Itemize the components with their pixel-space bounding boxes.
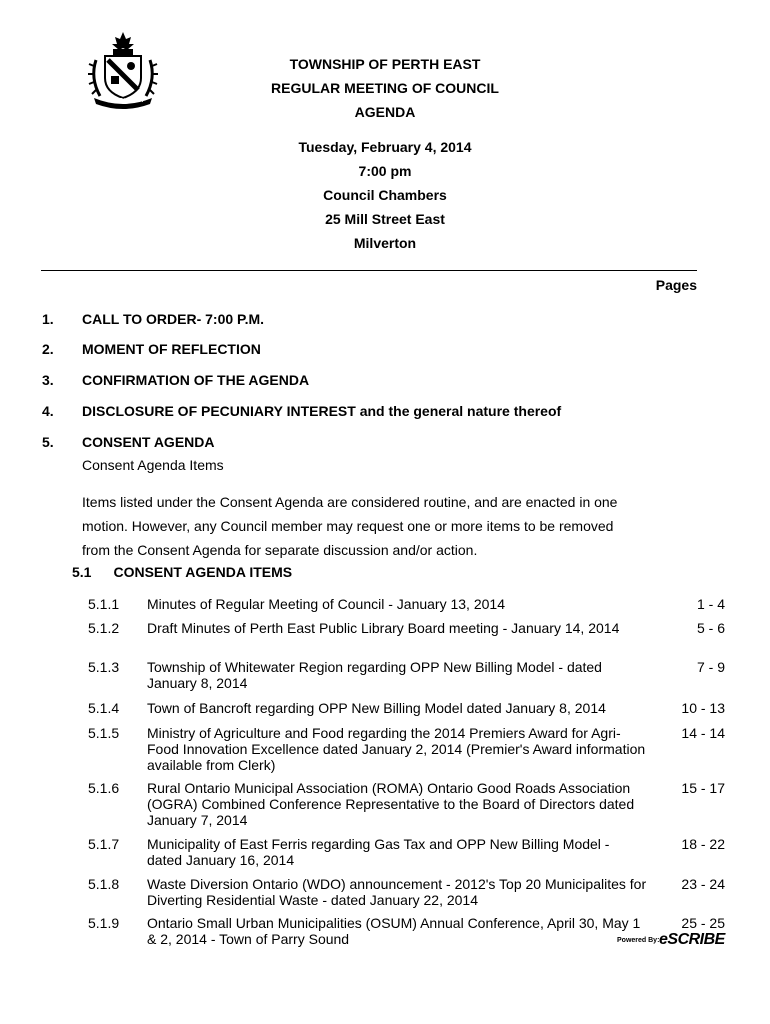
consent-item-number: 5.1.2: [88, 620, 120, 636]
title-line-3: AGENDA: [354, 104, 416, 120]
section-title: CONSENT AGENDA ITEMS: [113, 564, 293, 580]
consent-item-pages: 14 - 14: [681, 725, 725, 741]
consent-section-heading: [72, 564, 292, 580]
consent-item-number: 5.1.3: [88, 659, 120, 675]
crest-motto: PERTH EAST: [108, 98, 145, 104]
consent-item-text: Municipality of East Ferris regarding Gas Tax and OPP New Billing Model - dated January 16, 2014: [147, 836, 610, 868]
consent-item-text: Ontario Small Urban Municipalities (OSUM) Annual Conference, April 30, May 1 & 2, 2014 - Town of Parry Sound: [147, 915, 641, 947]
title-line-2: REGULAR MEETING OF COUNCIL: [271, 80, 499, 96]
consent-item-number: 5.1.7: [88, 836, 120, 852]
agenda-item-title: DISCLOSURE OF PECUNIARY INTEREST and the general nature thereof: [82, 403, 562, 419]
escribe-footer-logo: [617, 931, 729, 957]
consent-item-number: 5.1.4: [88, 700, 120, 716]
agenda-item-title: CALL TO ORDER- 7:00 P.M.: [82, 311, 265, 327]
agenda-item-title: CONFIRMATION OF THE AGENDA: [82, 372, 310, 388]
consent-item-pages: 15 - 17: [681, 780, 725, 796]
consent-paragraph: Items listed under the Consent Agenda are considered routine, and are enacted in one motion. However, any Council member may request one or more items to be removed from the Consent Agenda for separate discussion and/or action.: [82, 494, 618, 558]
agenda-item-number: 4.: [42, 403, 54, 419]
meeting-time: 7:00 pm: [358, 163, 412, 179]
consent-item-text: Ministry of Agriculture and Food regarding the 2014 Premiers Award for Agri-Food Innovation Excellence dated January 2, 2014 (Premier's Award information available from Clerk): [147, 725, 646, 773]
consent-item-pages: 1 - 4: [696, 596, 725, 612]
consent-item-number: 5.1.5: [88, 725, 120, 741]
pages-column-header: Pages: [655, 277, 697, 293]
consent-item-pages: 23 - 24: [681, 876, 725, 892]
meeting-address: 25 Mill Street East: [325, 211, 445, 227]
consent-subtitle: Consent Agenda Items: [82, 457, 224, 473]
consent-item-number: 5.1.1: [88, 596, 120, 612]
consent-item-pages: 10 - 13: [681, 700, 725, 716]
consent-item-text: Rural Ontario Municipal Association (ROMA) Ontario Good Roads Association (OGRA) Combined Conference Representative to the Board of Directors dated January 7, 2014: [147, 780, 635, 828]
header-divider: [41, 270, 697, 271]
consent-item-number: 5.1.8: [88, 876, 120, 892]
agenda-item-title: CONSENT AGENDA: [82, 434, 215, 450]
consent-item-text: Waste Diversion Ontario (WDO) announcement - 2012's Top 20 Municipalites for Diverting Residential Waste - dated January 22, 2014: [147, 876, 647, 908]
title-line-1: TOWNSHIP OF PERTH EAST: [289, 56, 481, 72]
agenda-item-number: 2.: [42, 341, 54, 357]
consent-item-pages: 18 - 22: [681, 836, 725, 852]
escribe-brand: eSCRIBE: [659, 931, 725, 948]
agenda-item-number: 5.: [42, 434, 54, 450]
consent-item-pages: 7 - 9: [696, 659, 725, 675]
meeting-date: Tuesday, February 4, 2014: [298, 139, 472, 155]
consent-item-number: 5.1.9: [88, 915, 120, 931]
consent-item-text: Township of Whitewater Region regarding OPP New Billing Model - dated January 8, 2014: [147, 659, 602, 691]
agenda-item-title: MOMENT OF REFLECTION: [82, 341, 261, 357]
consent-item-text: Town of Bancroft regarding OPP New Billing Model dated January 8, 2014: [147, 700, 606, 716]
meeting-location: Council Chambers: [323, 187, 447, 203]
consent-item-number: 5.1.6: [88, 780, 120, 796]
powered-by-label: Powered By:: [617, 937, 660, 944]
agenda-item-number: 1.: [42, 311, 54, 327]
consent-item-text: Draft Minutes of Perth East Public Library Board meeting - January 14, 2014: [147, 620, 620, 636]
meeting-town: Milverton: [353, 235, 417, 251]
consent-item-pages: 5 - 6: [696, 620, 725, 636]
section-number: 5.1: [72, 564, 92, 580]
agenda-item-number: 3.: [42, 372, 54, 388]
consent-item-pages: 25 - 25: [681, 915, 725, 931]
consent-item-text: Minutes of Regular Meeting of Council - January 13, 2014: [147, 596, 505, 612]
